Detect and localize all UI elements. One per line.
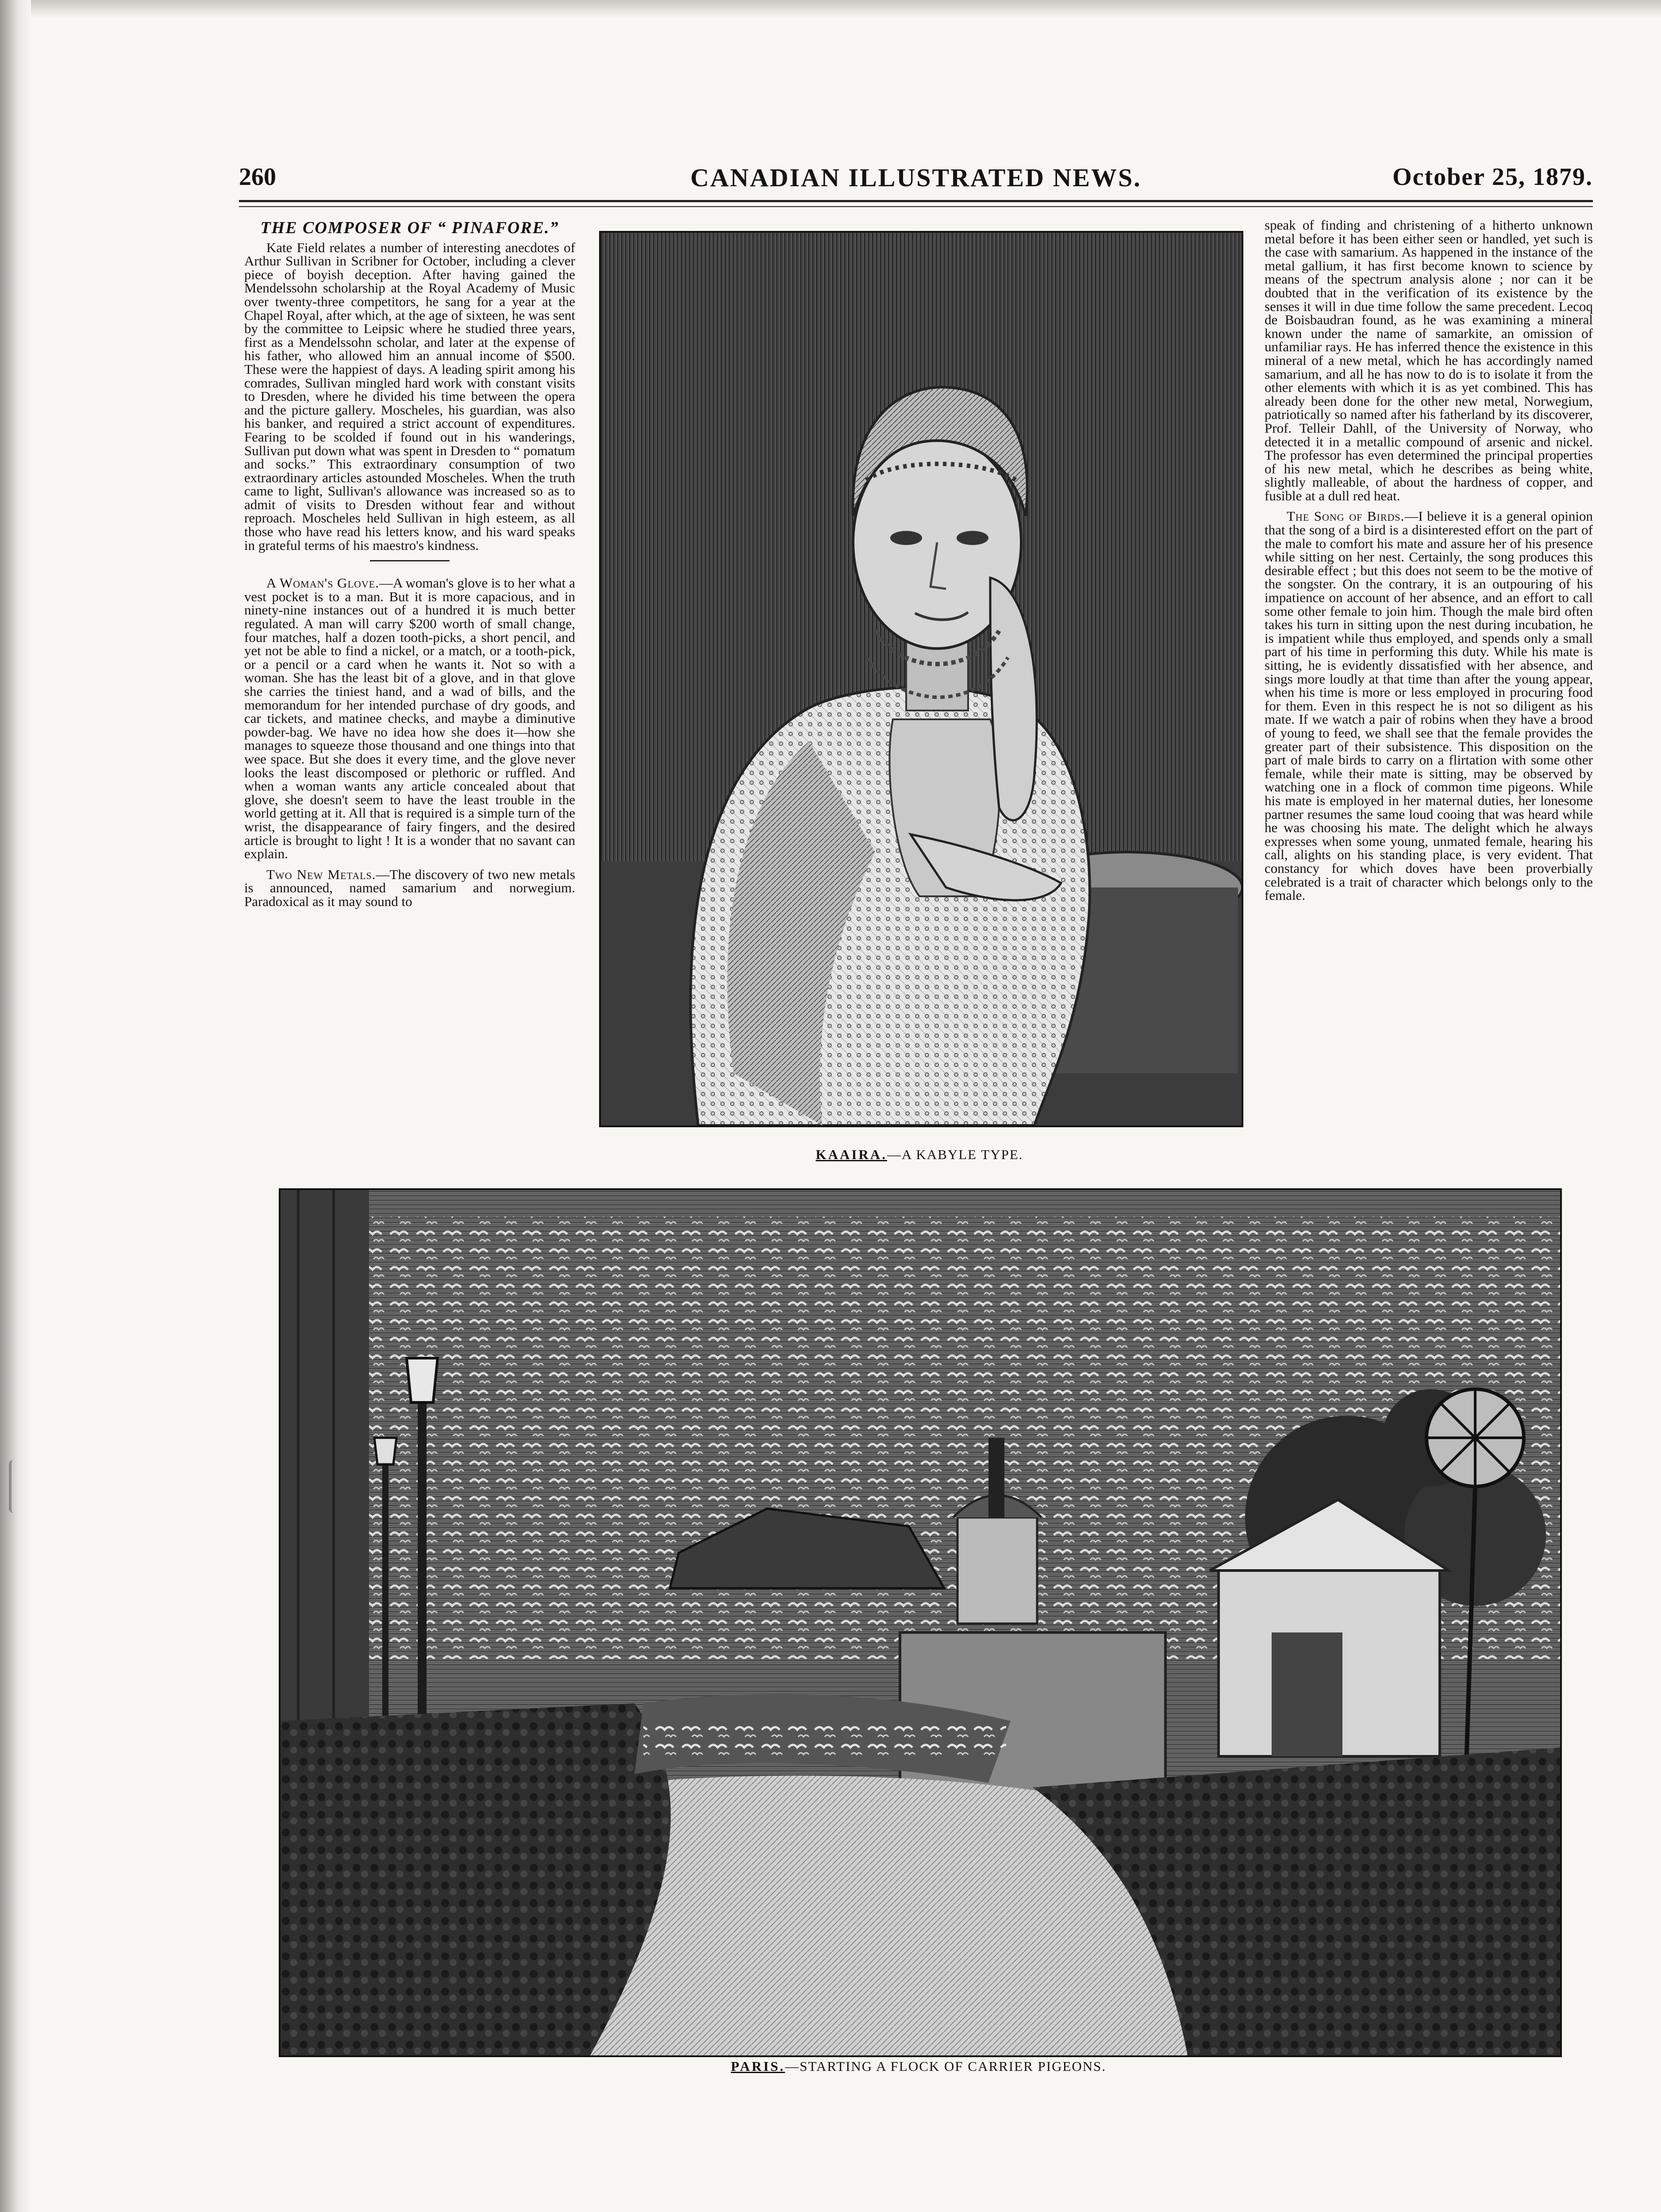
carrier-pigeons-engraving [279, 1188, 1562, 2057]
glove-text: —A woman's glove is to her what a vest pocket is to a man. But it is more capacious, and in ninety-nine instances out of a hundred it is much better regulated. A man will carry $200 worth of small change, four matches, half a dozen tooth-picks, a short pencil, and yet not be able to find a nickel, or a match, or a tooth-pick, or a pencil or a card when he wants it. Not so with a woman. She has the least bit of a glove, and in that glove she carries the tiniest hand, and a wad of bills, and the memorandum for her intended purchase of dry goods, and car tickets, and matinee checks, and maybe a diminutive powder-bag. We have no idea how she does it—how she manages to squeeze those thousand and one things into that wee space. But she does it every time, and the glove never looks the least discomposed or plethoric or ruffled. And when a woman wants any article concealed about that glove, she doesn't seem to have the least trouble in the world getting at it. All that is required is a simple turn of the wrist, the disappearance of fairy fingers, and the desired article is brought to light ! It is a wonder that no savant can explain. [244, 575, 575, 862]
metals-text: —The discovery of two new metals is announced, named samarium and norwegium. Paradoxical as it may sound to [244, 866, 576, 909]
kaaira-portrait-engraving [599, 231, 1243, 1127]
glove-heading: A Woman's Glove. [266, 575, 379, 591]
scan-edge-left [0, 0, 31, 2212]
scan-edge-top [0, 0, 1661, 18]
issue-date: October 25, 1879. [1392, 163, 1593, 191]
header-rule [239, 200, 1593, 202]
left-column [244, 221, 575, 916]
right-column [1265, 219, 1593, 910]
glove-article [244, 576, 575, 860]
metals-article [244, 868, 575, 909]
portrait-caption-place: KAAIRA. [815, 1147, 887, 1162]
portrait-caption-text: —A KABYLE TYPE. [887, 1147, 1023, 1162]
portrait-caption [599, 1147, 1240, 1163]
sullivan-article-text: Kate Field relates a number of interesting anecdotes of Arthur Sullivan in Scribner for October, including a clever piece of boyish deception. After having gained the Mendelssohn scholarship at the Royal Academy of Music over twenty-three competitors, he sang for a year at the Chapel Royal, after which, at the age of sixteen, he was sent by the committee to Leipsic where he studied three years, first as a Mendelssohn scholar, and later at the expense of his father, who allowed him an annual income of $500. These were the happiest of days. A leading spirit among his comrades, Sullivan mingled hard work with constant visits to Dresden, where he divided his time between the opera and the picture gallery. Moscheles, his guardian, was also his banker, and required a strict account of expenditures. Fearing to be scolded if found out in his wanderings, Sullivan put down what was spent in Dresden to “ pomatum and socks.” This extraordinary consumption of two extraordinary articles astounded Moscheles. When the truth came to light, Sullivan's allowance was increased so as to admit of visits to Dresden without fear and without reproach. Moscheles held Sullivan in high esteem, as all those who have read his letters know, and his ward speaks in grateful terms of his maestro's kindness. [244, 239, 575, 553]
masthead: CANADIAN ILLUSTRATED NEWS. [690, 163, 1142, 192]
article-title: THE COMPOSER OF “ PINAFORE.” [260, 219, 559, 237]
section-divider [370, 560, 450, 561]
pigeons-caption-place: PARIS. [731, 2058, 785, 2074]
birds-heading: The Song of Birds. [1287, 508, 1405, 524]
pigeons-caption-text: —STARTING A FLOCK OF CARRIER PIGEONS. [785, 2058, 1107, 2074]
pigeons-caption [279, 2058, 1558, 2074]
pigeons-illustration [281, 1190, 1560, 2055]
page-header [239, 163, 1593, 194]
portrait-illustration [601, 233, 1242, 1125]
binding-mark [9, 1460, 34, 1513]
birds-article [1265, 510, 1593, 902]
header-rule-thin [239, 206, 1593, 207]
birds-text: —I believe it is a general opinion that the song of a bird is a disinterested effort on the part of the male to comfort his mate and assure her of his presence while sitting on her nest. Certainly, the song produces this desirable effect ; but this does not seem to be the motive of the songster. On the contrary, it is an outpouring of his impatience on account of her absence, and an effort to call some other female to join him. Though the male bird often takes his turn in sitting upon the nest during incubation, he is impatient while thus employed, and spends only a small part of his time in performing this duty. While his mate is sitting, he is evidently dissatisfied with her absence, and sings more loudly at that time than after the young appear, when his time is more or less employed in procuring food for them. Even in this respect he is not so diligent as his mate. If we watch a pair of robins when they have a brood of young to feed, we shall see that the female provides the greater part of their subsistence. This disposition on the part of male birds to carry on a flirtation with some other female, while their mate is sitting, may be observed by watching one in a flock of common time pigeons. While his mate is employed in her maternal duties, her lonesome partner resumes the same loud cooing that was heard while he was choosing his mate. The delight which he always expresses when some young, unmated female, hearing his call, alights on his standing place, is very evident. That constancy for which doves have been proverbially celebrated is a trait of character which belongs only to the female. [1265, 508, 1593, 903]
metals-heading: Two New Metals. [266, 866, 376, 882]
metals-continued: speak of finding and christening of a hitherto unknown metal before it has been either seen or handled, yet such is the case with samarium. As happened in the instance of the metal gallium, it has first become known to science by means of the spectrum analysis alone ; nor can it be doubted that in the verification of its existence by the senses it will in due time follow the same precedent. Lecoq de Boisbaudran found, as he was examining a mineral known under the name of samarkite, an omission of unfamiliar rays. He has inferred thence the existence in this mineral of a new metal, which he has accordingly named samarium, and all he has now to do is to isolate it from the other elements with which it is as yet combined. This has already been done for the other new metal, Norwegium, patriotically so named after his fatherland by its discoverer, Prof. Telleir Dahll, of the University of Norway, who detected it in a metallic compound of arsenic and nickel. The professor has even determined the principal properties of his new metal, which he describes as being white, slightly malleable, of about the hardness of copper, and fusible at a dull red heat. [1265, 217, 1593, 503]
page-number: 260 [239, 163, 276, 191]
